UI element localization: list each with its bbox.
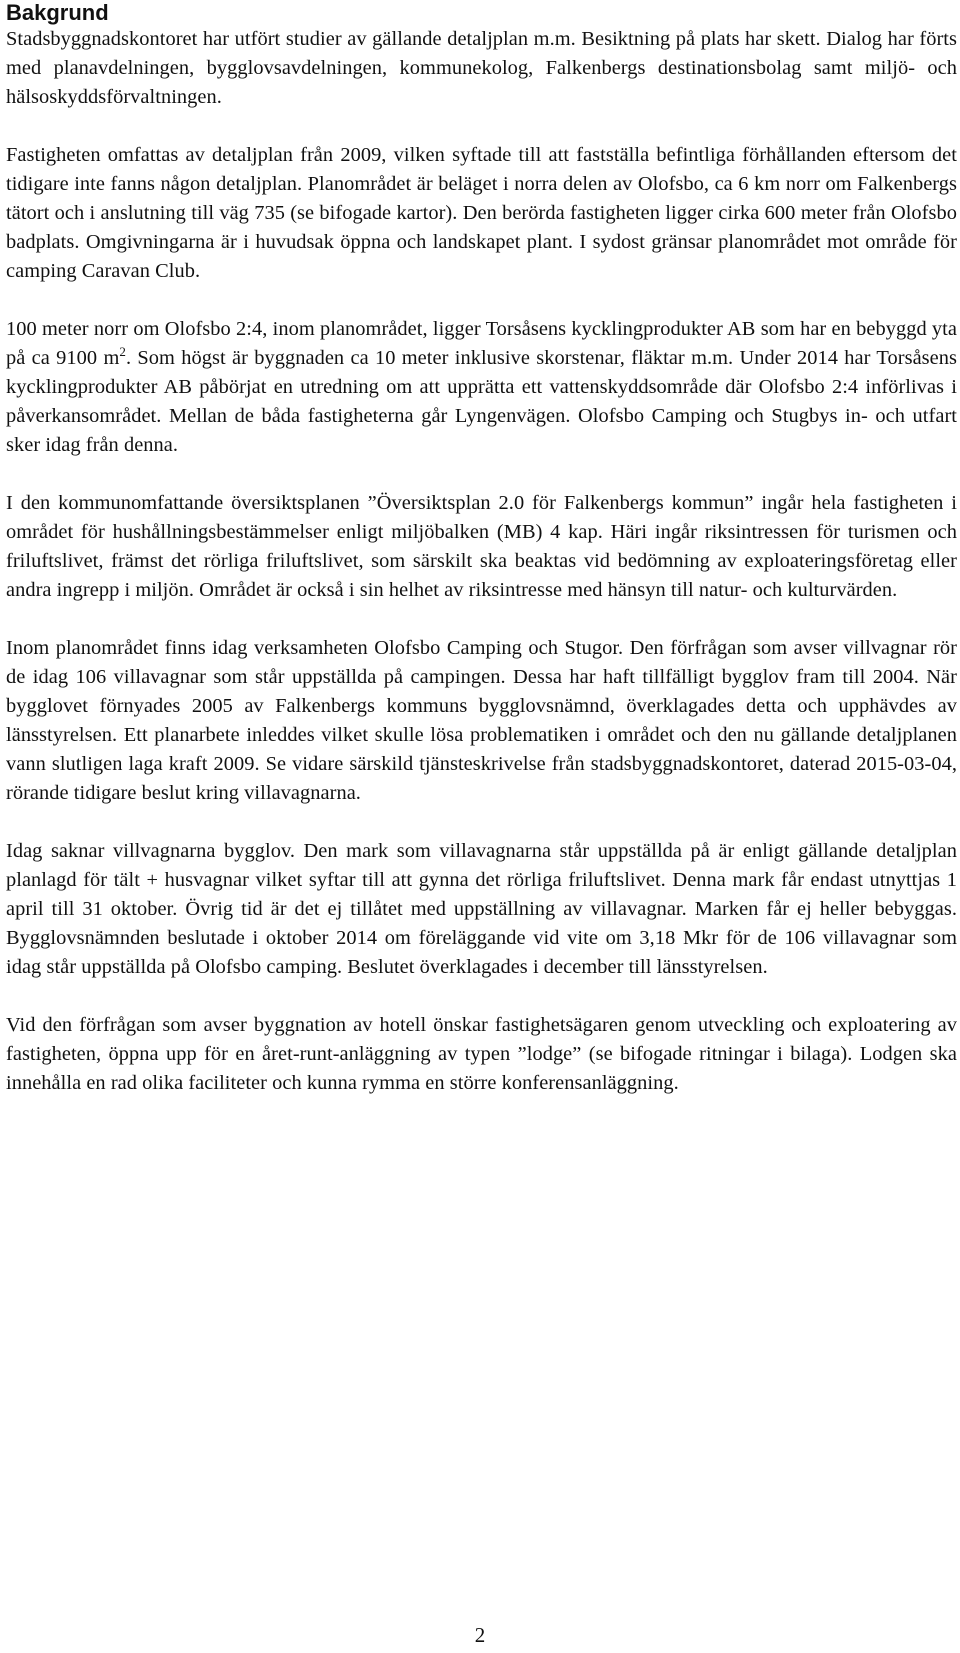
paragraph-neighbour [6, 315, 957, 460]
section-heading: Bakgrund [6, 0, 109, 25]
page-number: 2 [474, 1623, 486, 1647]
paragraph-neighbour-text-b: . Som högst är byggnaden ca 10 meter inklusive skorstenar, fläktar m.m. Under 2014 har Torsåsens kycklingprodukter AB påbörjat en utredning om att upprätta ett vattenskyddsområde där Olofsbo 2:4 införlivas i påverkansområdet. Mellan de båda fastigheterna går Lyngenvägen. Olofsbo Camping och Stugbys in- och utfart sker idag från denna. [6, 347, 957, 456]
paragraph-camping: Inom planområdet finns idag verksamheten Olofsbo Camping och Stugor. Den förfrågan som avser villvagnar rör de idag 106 villavagnar som står uppställda på campingen. Dessa har haft tillfälligt bygglov fram till 2004. När bygglovet förnyades 2005 av Falkenbergs kommuns bygglovsnämnd, överklagades detta och upphävdes av länsstyrelsen. Ett planarbete inleddes vilket skulle lösa problematiken i området och den nu gällande detaljplanen vann slutligen laga kraft 2009. Se vidare särskild tjänsteskrivelse från stadsbyggnadskontoret, daterad 2015-03-04, rörande tidigare beslut kring villavagnarna. [6, 637, 957, 804]
paragraph-location: Fastigheten omfattas av detaljplan från 2009, vilken syftade till att fastställa befintliga förhållanden eftersom det tidigare inte fanns någon detaljplan. Planområdet är beläget i norra delen av Olofsbo, ca 6 km norr om Falkenbergs tätort och i anslutning till väg 735 (se bifogade kartor). Den berörda fastigheten ligger cirka 600 meter från Olofsbo badplats. Omgivningarna är i huvudsak öppna och landskapet plant. I sydost gränsar planområdet mot område för camping Caravan Club. [6, 144, 957, 282]
document-page [6, 0, 957, 1127]
paragraph-permits: Idag saknar villvagnarna bygglov. Den mark som villavagnarna står uppställda på är enligt gällande detaljplan planlagd för tält + husvagnar vilket syftar till att gynna det rörliga friluftslivet. Denna mark får endast utnyttjas 1 april till 31 oktober. Övrig tid är det ej tillåtet med uppställning av villavagnar. Marken får ej heller bebyggas. Bygglovsnämnden beslutade i oktober 2014 om föreläggande vid vite om 3,18 Mkr för de 106 villavagnar som idag står uppställda på Olofsbo camping. Beslutet överklagades i december till länsstyrelsen. [6, 840, 957, 978]
square-meter-superscript: 2 [119, 344, 126, 360]
paragraph-overview-plan: I den kommunomfattande översiktsplanen ”Översiktsplan 2.0 för Falkenbergs kommun” ingår hela fastigheten i området för hushållningsbestämmelser enligt miljöbalken (MB) 4 kap. Häri ingår riksintressen för turismen och friluftslivet, främst det rörliga friluftslivet, som särskilt ska beaktas vid bedömning av exploateringsföretag eller andra ingrepp i miljön. Området är också i sin helhet av riksintresse med hänsyn till natur- och kulturvärden. [6, 492, 957, 601]
paragraph-hotel: Vid den förfrågan som avser byggnation av hotell önskar fastighetsägaren genom utveckling och exploatering av fastigheten, öppna upp för en året-runt-anläggning av typen ”lodge” (se bifogade ritningar i bilaga). Lodgen ska innehålla en rad olika faciliteter och kunna rymma en större konferensanläggning. [6, 1014, 957, 1094]
paragraph-neighbour-text-a: 100 meter norr om Olofsbo 2:4, inom planområdet, ligger Torsåsens kycklingprodukter AB som har en bebyggd yta på ca 9100 m [6, 318, 957, 369]
paragraph-dialog: Stadsbyggnadskontoret har utfört studier av gällande detaljplan m.m. Besiktning på plats har skett. Dialog har förts med planavdelningen, bygglovsavdelningen, kommunekolog, Falkenbergs destinationsbolag samt miljö- och hälsoskyddsförvaltningen. [6, 28, 957, 108]
